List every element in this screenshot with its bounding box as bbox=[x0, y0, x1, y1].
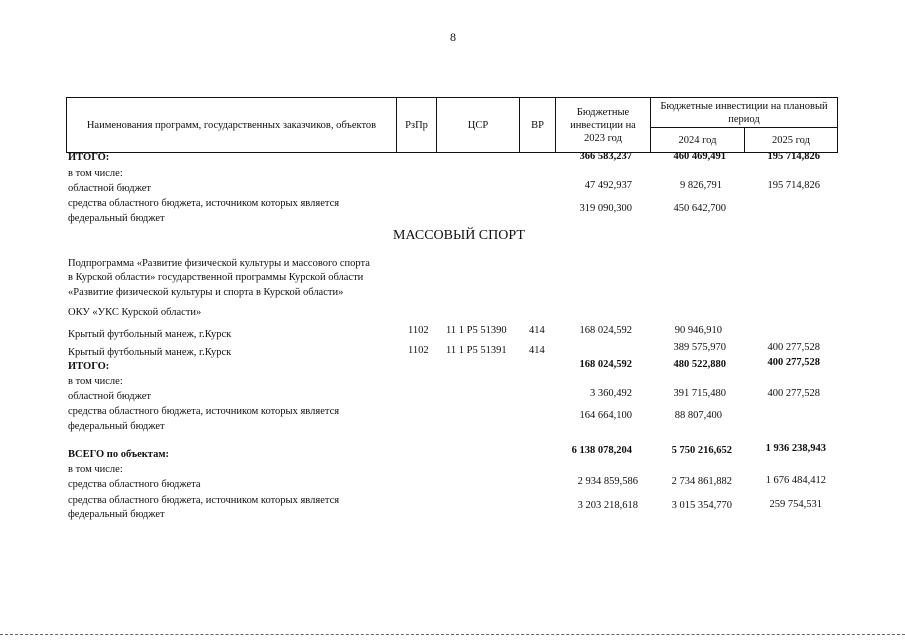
object-rzpr: 1102 bbox=[408, 345, 429, 356]
header-vr: ВР bbox=[519, 97, 556, 153]
top-oblast-label: областной бюджет bbox=[68, 183, 151, 194]
total-federal-2023: 3 203 218,618 bbox=[577, 500, 638, 511]
header-2024: 2024 год bbox=[650, 127, 745, 153]
subprogram-line-3: «Развитие физической культуры и спорта в Курской области» bbox=[68, 287, 344, 298]
mid-federal-label-2: федеральный бюджет bbox=[68, 421, 165, 432]
object-csr: 11 1 P5 51391 bbox=[446, 345, 507, 356]
object-2024: 90 946,910 bbox=[674, 325, 722, 336]
top-federal-label-2: федеральный бюджет bbox=[68, 213, 165, 224]
mid-itogo-label: ИТОГО: bbox=[68, 361, 110, 372]
mid-oblast-2025: 400 277,528 bbox=[767, 388, 820, 399]
top-oblast-2025: 195 714,826 bbox=[767, 180, 820, 191]
header-name: Наименования программ, государственных заказчиков, объектов bbox=[66, 97, 397, 153]
object-2024: 389 575,970 bbox=[673, 342, 726, 353]
header-2025: 2025 год bbox=[744, 127, 838, 153]
mid-itogo-2025: 400 277,528 bbox=[767, 357, 820, 368]
total-federal-2025: 259 754,531 bbox=[769, 499, 822, 510]
object-vr: 414 bbox=[529, 325, 545, 336]
object-2023: 168 024,592 bbox=[579, 325, 632, 336]
mid-oblast-2023: 3 360,492 bbox=[590, 388, 632, 399]
page-number: 8 bbox=[450, 30, 456, 44]
top-federal-label-1: средства областного бюджета, источником которых является bbox=[68, 198, 340, 209]
header-rzpr: РзПр bbox=[396, 97, 437, 153]
total-federal-label-1: средства областного бюджета, источником которых является bbox=[68, 495, 340, 506]
mid-oblast-2024: 391 715,480 bbox=[673, 388, 726, 399]
top-itogo-2025: 195 714,826 bbox=[767, 151, 820, 162]
header-csr: ЦСР bbox=[436, 97, 520, 153]
total-federal-2024: 3 015 354,770 bbox=[671, 500, 732, 511]
subprogram-line-1: Подпрограмма «Развитие физической культуры и массового спорта bbox=[68, 258, 370, 269]
subprogram-line-2: в Курской области» государственной программы Курской области bbox=[68, 272, 364, 283]
object-2025: 400 277,528 bbox=[767, 342, 820, 353]
object-csr: 11 1 P5 51390 bbox=[446, 325, 507, 336]
mid-itogo-2024: 480 522,880 bbox=[673, 359, 726, 370]
object-vr: 414 bbox=[529, 345, 545, 356]
total-vsego-label: ВСЕГО по объектам: bbox=[68, 449, 169, 460]
section-title: МАССОВЫЙ СПОРТ bbox=[393, 228, 525, 243]
top-itogo-2023: 366 583,237 bbox=[579, 151, 632, 162]
total-oblast-2023: 2 934 859,586 bbox=[577, 476, 638, 487]
object-rzpr: 1102 bbox=[408, 325, 429, 336]
top-federal-2023: 319 090,300 bbox=[579, 203, 632, 214]
total-v-tom-chisle: в том числе: bbox=[68, 464, 123, 475]
total-vsego-2024: 5 750 216,652 bbox=[671, 445, 732, 456]
mid-federal-label-1: средства областного бюджета, источником которых является bbox=[68, 406, 340, 417]
object-name: Крытый футбольный манеж, г.Курск bbox=[68, 329, 232, 340]
header-inv-2023: Бюджетные инвестиции на 2023 год bbox=[555, 97, 651, 153]
top-oblast-2024: 9 826,791 bbox=[680, 180, 722, 191]
page-bottom-edge bbox=[0, 634, 905, 635]
mid-oblast-label: областной бюджет bbox=[68, 391, 151, 402]
total-oblast-label: средства областного бюджета bbox=[68, 479, 201, 490]
total-oblast-2025: 1 676 484,412 bbox=[765, 475, 826, 486]
header-planned-period: Бюджетные инвестиции на плановый период bbox=[650, 97, 838, 128]
mid-federal-2023: 164 664,100 bbox=[579, 410, 632, 421]
total-oblast-2024: 2 734 861,882 bbox=[671, 476, 732, 487]
total-vsego-2025: 1 936 238,943 bbox=[765, 443, 826, 454]
total-federal-label-2: федеральный бюджет bbox=[68, 509, 165, 520]
top-federal-2024: 450 642,700 bbox=[673, 203, 726, 214]
mid-v-tom-chisle: в том числе: bbox=[68, 376, 123, 387]
total-vsego-2023: 6 138 078,204 bbox=[571, 445, 632, 456]
mid-itogo-2023: 168 024,592 bbox=[579, 359, 632, 370]
top-oblast-2023: 47 492,937 bbox=[584, 180, 632, 191]
top-v-tom-chisle: в том числе: bbox=[68, 168, 123, 179]
top-itogo-2024: 460 469,491 bbox=[673, 151, 726, 162]
object-name: Крытый футбольный манеж, г.Курск bbox=[68, 347, 232, 358]
customer-name: ОКУ «УКС Курской области» bbox=[68, 307, 202, 318]
mid-federal-2024: 88 807,400 bbox=[674, 410, 722, 421]
top-itogo-label: ИТОГО: bbox=[68, 152, 110, 163]
